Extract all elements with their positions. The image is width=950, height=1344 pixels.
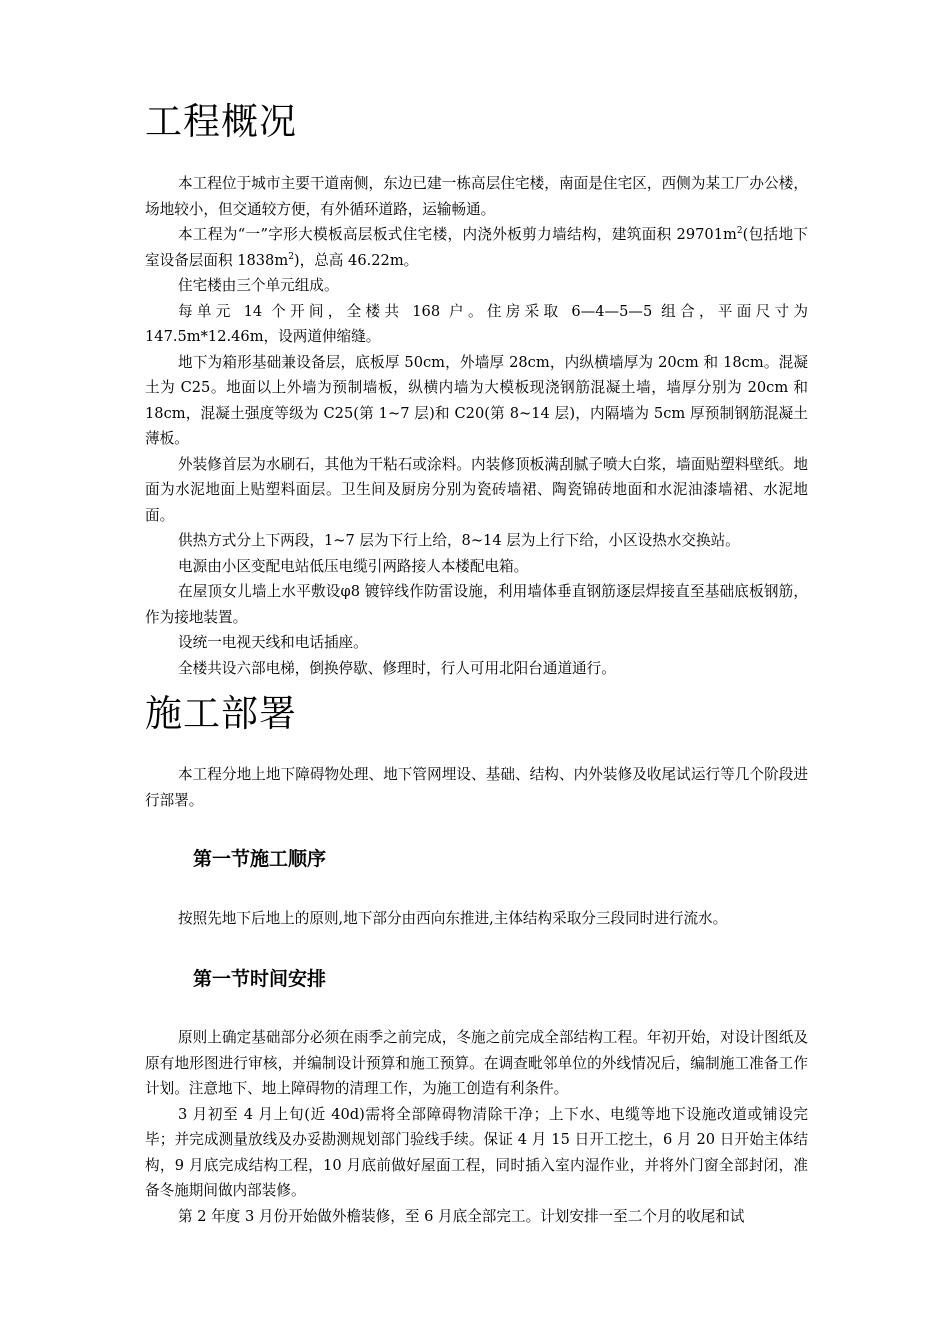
paragraph: 全楼共设六部电梯，倒换停歇、修理时，行人可用北阳台通道通行。 (178, 659, 616, 677)
paragraph: 原则上确定基础部分必须在雨季之前完成，冬施之前完成全部结构工程。年初开始，对设计图纸及原有地形图进行审核，并编制设计预算和施工预算。在调查毗邻单位的外线情况后，编制施工准备工作计划。注意地下、地上障碍物的清理工作，为施工创造有利条件。 (145, 1029, 808, 1097)
paragraph: 本工程分地上地下障碍物处理、地下管网埋设、基础、结构、内外装修及收尾试运行等几个阶段进行部署。 (145, 766, 808, 809)
subsection-title-schedule: 第一节时间安排 (193, 968, 327, 990)
overview-body (145, 171, 808, 681)
section-title-deployment: 施工部署 (145, 692, 297, 735)
subsection-title-sequence: 第一节施工顺序 (193, 848, 327, 870)
paragraph: 本工程位于城市主要干道南侧，东边已建一栋高层住宅楼，南面是住宅区，西侧为某工厂办公楼，场地较小，但交通较方便，有外循环道路，运输畅通。 (145, 175, 808, 218)
paragraph: 设统一电视天线和电话插座。 (178, 634, 368, 651)
paragraph: 外装修首层为水刷石，其他为干粘石或涂料。内装修顶板满刮腻子喷大白浆，墙面贴塑料壁纸。地面为水泥地面上贴塑料面层。卫生间及厨房分别为瓷砖墙裙、陶瓷锦砖地面和水泥油漆墙裙、水泥地面。 (145, 455, 808, 524)
paragraph: 供热方式分上下两段，1~7 层为下行上给，8~14 层为上行下给，小区设热水交换站。 (178, 532, 740, 549)
paragraph: 电源由小区变配电站低压电缆引两路接人本楼配电箱。 (178, 557, 529, 575)
paragraph: 在屋顶女儿墙上水平敷设φ8 镀锌线作防雷设施，利用墙体垂直钢筋逐层焊接直至基础底板钢筋，作为接地装置。 (145, 583, 808, 626)
paragraph: 第 2 年度 3 月份开始做外檐装修，至 6 月底全部完工。计划安排一至二个月的收尾和试 (178, 1207, 745, 1225)
paragraph: 每单元 14 个开间，全楼共 168 户。住房采取 6—4—5—5 组合，平面尺寸为 147.5m*12.46m，设两道伸缩缝。 (145, 302, 808, 345)
paragraph: 本工程为“一”字形大模板高层板式住宅楼，内浇外板剪力墙结构，建筑面积 $29701m^2$(包括地下室设备层面积 $1838m^2$)，总高 46.22m。 (145, 226, 809, 269)
paragraph: 按照先地下后地上的原则,地下部分由西向东推进,主体结构采取分三段同时进行流水。 (178, 910, 728, 927)
section-title-overview: 工程概况 (145, 100, 297, 143)
schedule-body (145, 1025, 808, 1229)
paragraph: 住宅楼由三个单元组成。 (178, 277, 339, 294)
deployment-body (145, 762, 808, 813)
sequence-body (145, 906, 808, 932)
paragraph: 3 月初至 4 月上旬(近 40d)需将全部障碍物清除干净；上下水、电缆等地下设施改道或铺设完毕；并完成测量放线及办妥勘测规划部门验线手续。保证 4 月 15 日开工挖土，6 月 20 日开始主体结构，9 月底完成结构工程，10 月底前做好屋面工程，同时插入室内湿作业，并将外门窗全部封闭，准备冬施期间做内部装修。 (145, 1105, 808, 1199)
paragraph: 地下为箱形基础兼设备层，底板厚 50cm，外墙厚 28cm，内纵横墙厚为 20cm 和 18cm。混凝土为 C25。地面以上外墙为预制墙板，纵横内墙为大模板现浇钢筋混凝土墙，墙厚分别为 20cm 和 18cm，混凝土强度等级为 C25(第 1~7 层)和 C20(第 8~14 层)，内隔墙为 5cm 厚预制钢筋混凝土薄板。 (145, 353, 808, 447)
